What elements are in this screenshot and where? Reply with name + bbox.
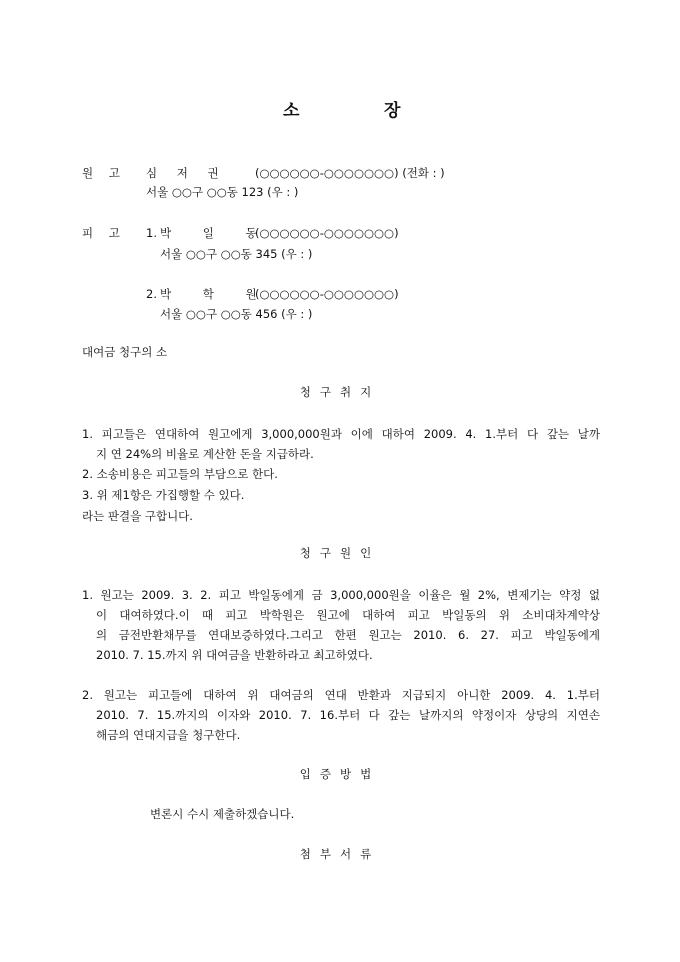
claim-purpose-heading: 청구취지 xyxy=(299,385,381,399)
title-char-1: 소 xyxy=(283,101,300,121)
claim-purpose-closing-text: 라는 판결을 구합니다. xyxy=(82,509,193,523)
claim-purpose-item-1 xyxy=(82,424,600,444)
evidence-text: 변론시 수시 제출하겠습니다. xyxy=(150,807,295,821)
claim-cause-item-2-line-1: 2. 원고는 피고들에 대하여 위 대여금의 연대 반환과 지급되지 아니한 2009. 4. 1.부터 xyxy=(82,688,600,702)
claim-cause-item-2-end xyxy=(96,725,240,745)
claim-purpose-item-3 xyxy=(82,485,244,505)
claim-purpose-item-1-line-2: 지 연 24%의 비율로 계산한 돈을 지급하라. xyxy=(96,447,314,461)
claim-cause-item-2-cont xyxy=(96,705,600,725)
claim-cause-item-1 xyxy=(82,585,600,605)
claim-purpose-closing xyxy=(82,506,193,526)
evidence-heading: 입증방법 xyxy=(299,767,381,781)
defendant-role-label: 피 고 xyxy=(82,226,126,240)
claim-cause-item-1-end xyxy=(96,645,373,665)
claim-cause-item-2-line-2: 2010. 7. 15.까지의 이자와 2010. 7. 16.부터 다 갚는 날까지의 약정이자 상당의 지연손 xyxy=(96,708,600,722)
defendant-2-name: 박 학 원 xyxy=(160,287,271,301)
defendant-1-number: 1. xyxy=(146,226,157,240)
defendant-1-address: 서울 ○○구 ○○동 345 (우 : ) xyxy=(160,247,313,261)
claim-cause-item-2-line-3: 해금의 연대지급을 청구한다. xyxy=(96,728,241,742)
case-name: 대여금 청구의 소 xyxy=(82,345,168,359)
claim-cause-item-2 xyxy=(82,685,600,705)
defendant-2-address: 서울 ○○구 ○○동 456 (우 : ) xyxy=(160,307,313,321)
document-title xyxy=(0,96,680,122)
claim-purpose-item-1-cont xyxy=(96,444,314,464)
claim-purpose-item-2 xyxy=(82,464,278,484)
claim-purpose-item-2-line-1: 2. 소송비용은 피고들의 부담으로 한다. xyxy=(82,467,278,481)
claim-cause-item-1-line-2: 이 대여하였다.이 때 피고 박학원은 원고에 대하여 피고 박일동의 위 소비대차계약상 xyxy=(96,608,600,622)
attachments-heading: 첨부서류 xyxy=(299,847,381,861)
defendant-2-id: (○○○○○○-○○○○○○○) xyxy=(255,287,399,301)
claim-cause-item-1-line-1: 1. 원고는 2009. 3. 2. 피고 박일동에게 금 3,000,000원을 이율은 월 2%, 변제기는 약정 없 xyxy=(82,588,600,602)
claim-cause-item-1-line-4: 2010. 7. 15.까지 위 대여금을 반환하라고 최고하였다. xyxy=(96,648,373,662)
plaintiff-id-phone: (○○○○○○-○○○○○○○) (전화 : ) xyxy=(255,166,445,180)
claim-purpose-item-1-line-1: 1. 피고들은 연대하여 원고에게 3,000,000원과 이에 대하여 2009. 4. 1.부터 다 갚는 날까 xyxy=(82,427,600,441)
claim-cause-item-1-line-3: 의 금전반환채무를 연대보증하였다.그리고 한편 원고는 2010. 6. 27. 피고 박일동에게 xyxy=(96,628,600,642)
claim-purpose-item-3-line-1: 3. 위 제1항은 가집행할 수 있다. xyxy=(82,488,245,502)
defendant-1-id: (○○○○○○-○○○○○○○) xyxy=(255,226,399,240)
title-char-2: 장 xyxy=(384,101,401,121)
plaintiff-role-label: 원 고 xyxy=(82,166,126,180)
plaintiff-address: 서울 ○○구 ○○동 123 (우 : ) xyxy=(146,185,299,199)
defendant-1-name: 박 일 동 xyxy=(160,226,271,240)
plaintiff-name: 심 저 권 xyxy=(146,166,227,180)
defendant-2-number: 2. xyxy=(146,287,157,301)
claim-cause-heading: 청구원인 xyxy=(299,546,381,560)
claim-cause-item-1-cont xyxy=(96,605,600,645)
